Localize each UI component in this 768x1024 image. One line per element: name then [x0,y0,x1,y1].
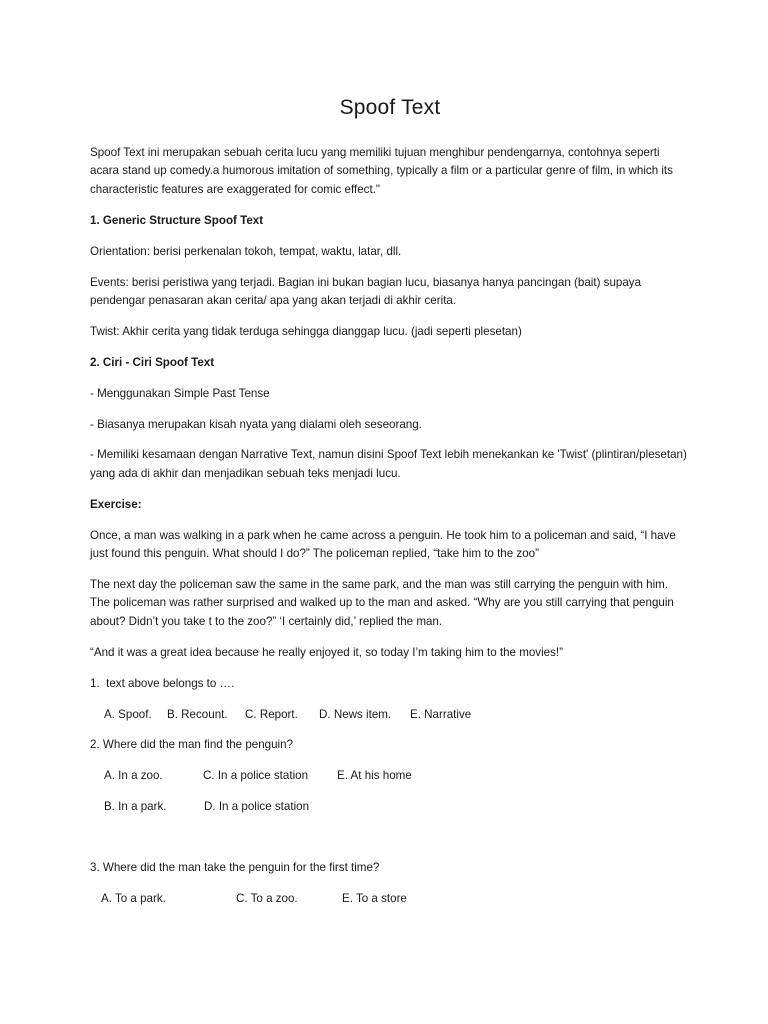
exercise-heading: Exercise: [90,497,142,511]
story-paragraph: The next day the policeman saw the same in the same park, and the man was still carrying the penguin with him. The policeman was rather surprised and walked up to the man and asked. “Why are you still carrying that penguin about? Didn’t you take t to the zoo?” ‘I certainly did,’ replied the man. [90,578,678,628]
story-paragraph: “And it was a great idea because he really enjoyed it, so today I’m taking him to the movies!” [90,645,564,659]
story-paragraph: Once, a man was walking in a park when he came across a penguin. He took him to a policeman and said, “I have just found this penguin. What should I do?” The policeman replied, “take him to the zoo” [90,528,680,561]
intro-paragraph: Spoof Text ini merupakan sebuah cerita lucu yang memiliki tujuan menghibur pendengarnya, contohnya seperti acara stand up comedy.a humorous imitation of something, typically a film or a particular genre of film, in which its characteristic features are exaggerated for comic effect." [90,146,677,196]
section-heading-generic-structure: 1. Generic Structure Spoof Text [90,213,264,227]
question-text: 3. Where did the man take the penguin for the first time? [90,861,380,875]
question-text: 2. Where did the man find the penguin? [90,738,294,752]
answer-option: C. In a police station [203,769,309,783]
answer-options-row [90,767,690,785]
question-text: 1. text above belongs to …. [90,676,235,690]
answer-options-row [90,890,690,908]
ciri-item: - Memiliki kesamaan dengan Narrative Text, namun disini Spoof Text lebih menekankan ke 'Twist' (plintiran/plesetan) yang ada di akhir dan menjadikan sebuah teks menjadi lucu. [90,448,691,480]
events-paragraph: Events: berisi peristiwa yang terjadi. Bagian ini bukan bagian lucu, biasanya hanya pancingan (bait) supaya pendengar penasaran akan cerita/ apa yang akan terjadi di akhir cerita. [90,275,645,307]
answer-option: D. News item. [319,707,392,721]
ciri-item: - Biasanya merupakan kisah nyata yang dialami oleh seseorang. [90,417,422,431]
twist-paragraph: Twist: Akhir cerita yang tidak terduga sehingga dianggap lucu. (jadi seperti plesetan) [90,324,522,338]
answer-option: B. In a park. [104,800,167,814]
answer-option: E. At his home [337,769,412,783]
answer-option: A. To a park. [101,892,166,906]
answer-option: B. Recount. [167,707,228,721]
answer-options-row [90,798,690,816]
document-title: Spoof Text [339,96,441,119]
answer-option: E. Narrative [410,707,472,721]
answer-option: A. In a zoo. [104,769,163,783]
section-heading-ciri: 2. Ciri - Ciri Spoof Text [90,355,215,369]
answer-options-row [90,706,690,724]
answer-option: E. To a store [342,892,407,906]
spacer [90,829,690,859]
orientation-paragraph: Orientation: berisi perkenalan tokoh, tempat, waktu, latar, dll. [90,244,402,258]
answer-option: A. Spoof. [104,707,152,721]
answer-option: C. To a zoo. [236,892,298,906]
ciri-item: - Menggunakan Simple Past Tense [90,386,270,400]
answer-option: D. In a police station [204,800,310,814]
answer-option: C. Report. [245,707,298,721]
